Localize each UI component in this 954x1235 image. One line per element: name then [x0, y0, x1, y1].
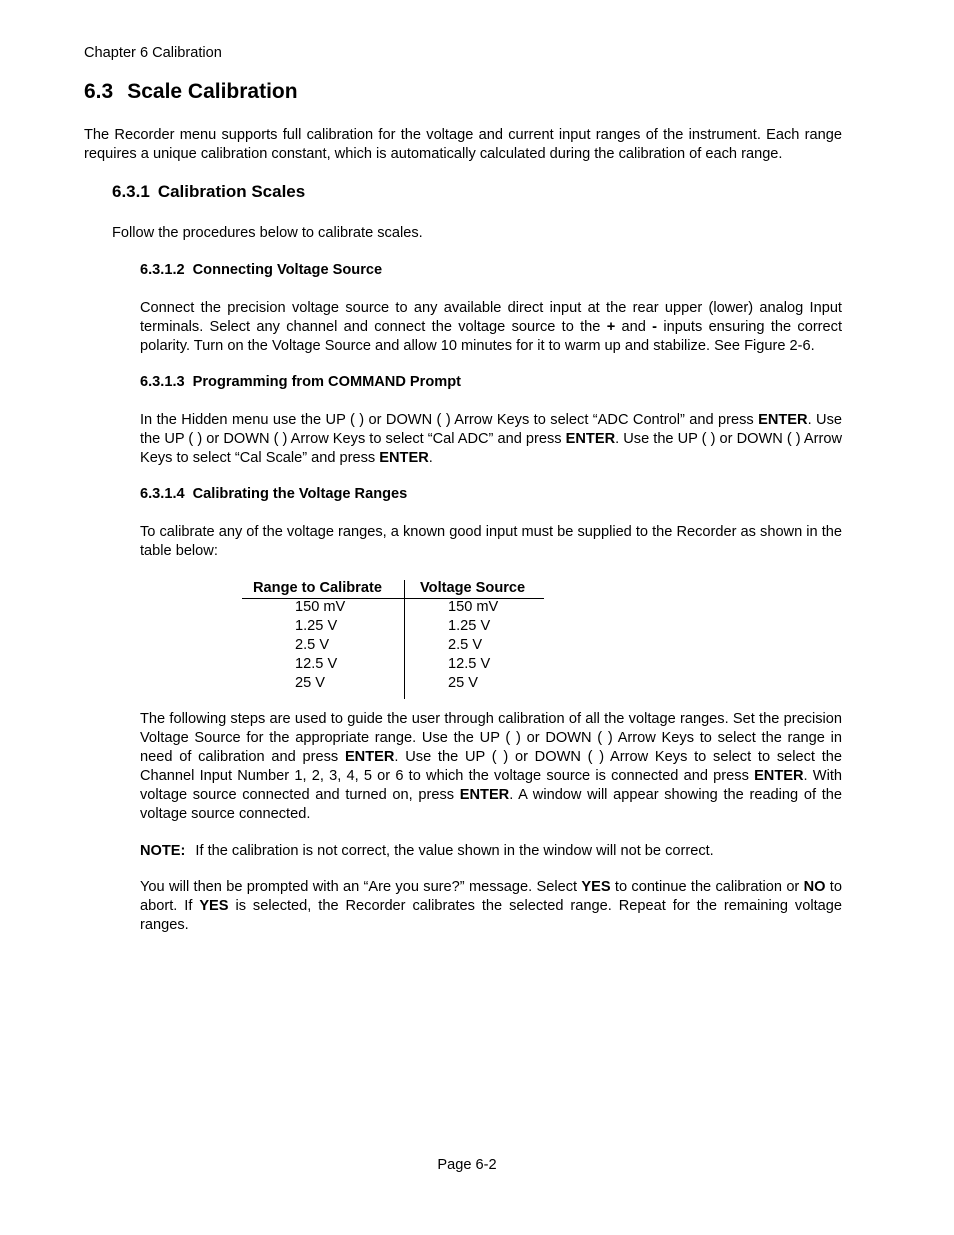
- calibration-table: [242, 580, 544, 699]
- paragraph-connecting-voltage-source: [140, 299, 842, 356]
- text-run: .: [428, 450, 433, 466]
- table-header-voltage-source: Voltage Source: [420, 580, 526, 596]
- table-cell: 150 mV: [448, 599, 499, 615]
- table-column-divider: [404, 580, 405, 699]
- text-run: and: [615, 319, 653, 335]
- text-run: inputs ensuring the correct polarity. Turn on the Voltage Source and allow 10 minutes for it to warm up and stabilize. See Figure 2-6.: [140, 319, 843, 354]
- running-head: Chapter 6 Calibration: [84, 45, 222, 61]
- table-cell: 1.25 V: [448, 618, 491, 634]
- paragraph-confirm: [140, 878, 842, 935]
- section-title: Scale Calibration: [127, 80, 298, 103]
- table-column-voltage-source: [448, 598, 498, 693]
- table-cell: 150 mV: [295, 599, 346, 615]
- table-cell: 12.5 V: [295, 656, 338, 672]
- text-run: to continue the calibration or: [610, 879, 804, 895]
- table-cell: 12.5 V: [448, 656, 491, 672]
- section-number: 6.3: [84, 80, 114, 103]
- table-cell: 2.5 V: [448, 637, 483, 653]
- text-run: . Use the UP ( ) or DOWN ( ) Arrow Keys to select “Cal Scale” and press: [140, 431, 842, 466]
- text-run: . Use the UP ( ) or DOWN ( ) Arrow Keys to select to select the Channel Input Number 1, 2, 3, 4, 5 or 6 to which the voltage source is connected and press: [140, 749, 842, 784]
- enter-key-label: ENTER: [379, 450, 429, 466]
- page-number: [0, 1157, 954, 1173]
- table-header-rule: [242, 598, 544, 599]
- subsection-heading: [112, 182, 305, 202]
- heading-number: 6.3.1.2: [140, 262, 185, 278]
- heading-calibrating-voltage-ranges: [140, 486, 407, 502]
- heading-number: 6.3.1.4: [140, 486, 185, 502]
- text-run: . A window will appear showing the reading of the voltage source connected.: [140, 787, 842, 822]
- paragraph-calibration-steps: [140, 710, 842, 824]
- paragraph-programming-command-prompt: [140, 411, 842, 468]
- note-text: If the calibration is not correct, the value shown in the window will not be correct.: [195, 843, 714, 859]
- follow-paragraph: Follow the procedures below to calibrate scales.: [112, 225, 423, 241]
- text-run: You will then be prompted with an “Are you sure?” message. Select: [140, 879, 582, 895]
- table-column-range: [295, 598, 345, 693]
- subsection-number: 6.3.1: [112, 182, 150, 201]
- text-run: is selected, the Recorder calibrates the selected range. Repeat for the remaining voltage ranges.: [140, 898, 842, 933]
- page-number-text: Page 6-2: [437, 1157, 497, 1173]
- enter-key-label: ENTER: [459, 787, 510, 803]
- table-header-range: Range to Calibrate: [253, 580, 382, 596]
- text-run: . Use the UP ( ) or DOWN ( ) Arrow Keys to select “Cal ADC” and press: [140, 412, 842, 447]
- text-run: In the Hidden menu use the UP ( ) or DOWN ( ) Arrow Keys to select “ADC Control” and press: [140, 412, 759, 428]
- note-paragraph: [140, 842, 842, 861]
- heading-programming-command-prompt: [140, 374, 461, 390]
- heading-title: Programming from COMMAND Prompt: [192, 374, 462, 390]
- enter-key-label: ENTER: [758, 412, 808, 428]
- yes-label: YES: [581, 879, 611, 895]
- table-cell: 2.5 V: [295, 637, 330, 653]
- table-cell: 25 V: [448, 675, 479, 691]
- text-run: The following steps are used to guide the user through calibration of all the voltage ranges. Set the precision Voltage Source for the appropriate range. Use the UP ( ) or DOWN ( ) Arrow Keys to select the range in need of calibration and press: [140, 711, 842, 765]
- heading-title: Calibrating the Voltage Ranges: [192, 486, 408, 502]
- table-cell: 1.25 V: [295, 618, 338, 634]
- text-run: to abort. If: [140, 879, 842, 914]
- paragraph-calibrate-intro: To calibrate any of the voltage ranges, a known good input must be supplied to the Recorder as shown in the table below:: [140, 524, 842, 559]
- text-run: . With voltage source connected and turned on, press: [140, 768, 842, 803]
- enter-key-label: ENTER: [754, 768, 804, 784]
- enter-key-label: ENTER: [344, 749, 395, 765]
- section-heading: [84, 80, 298, 104]
- note-label: NOTE:: [140, 843, 186, 859]
- plus-terminal: +: [606, 319, 616, 335]
- intro-paragraph: The Recorder menu supports full calibration for the voltage and current input ranges of the instrument. Each range requires a unique calibration constant, which is automatically calculated during the calibration of each range.: [84, 127, 842, 162]
- heading-connecting-voltage-source: [140, 262, 382, 278]
- heading-title: Connecting Voltage Source: [192, 262, 383, 278]
- minus-terminal: -: [652, 319, 658, 335]
- no-label: NO: [803, 879, 826, 895]
- heading-number: 6.3.1.3: [140, 374, 185, 390]
- subsection-title: Calibration Scales: [157, 182, 306, 201]
- yes-label: YES: [199, 898, 229, 914]
- table-cell: 25 V: [295, 675, 326, 691]
- enter-key-label: ENTER: [565, 431, 616, 447]
- text-run: Connect the precision voltage source to any available direct input at the rear upper (lower) analog Input terminals. Select any channel and connect the voltage source to the: [140, 300, 842, 335]
